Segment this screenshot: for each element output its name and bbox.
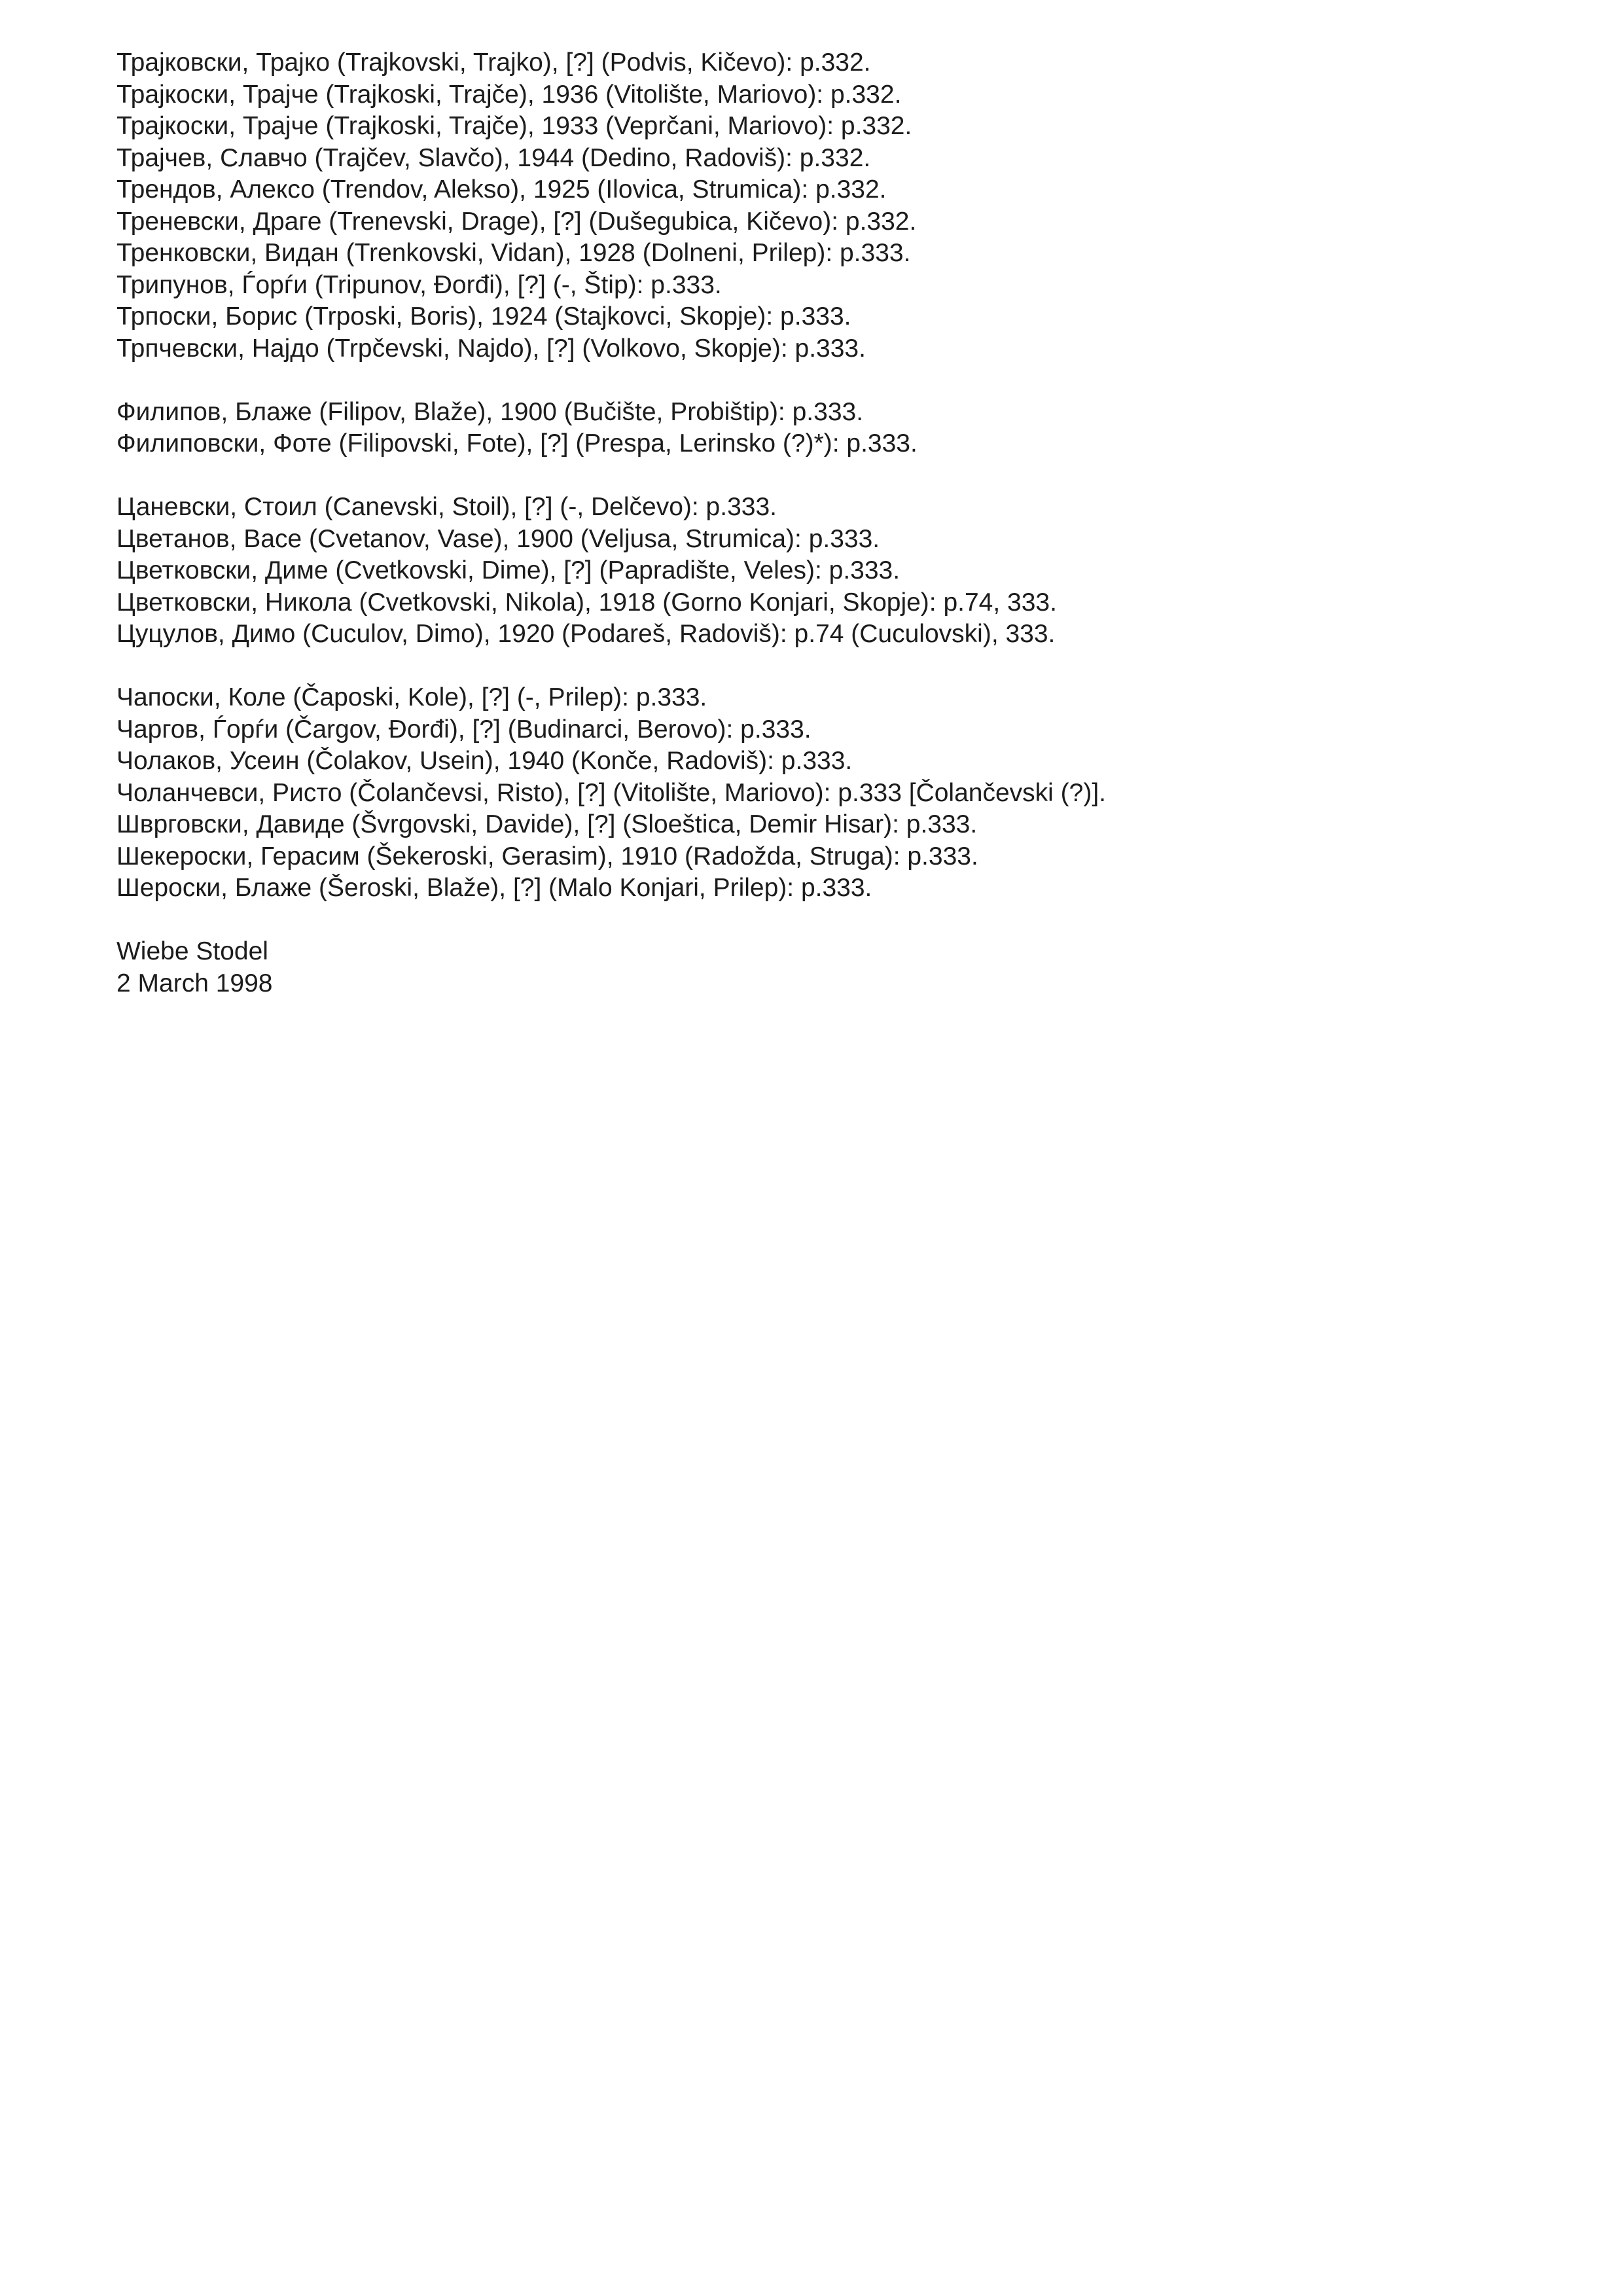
index-entry: Трпчевски, Најдо (Trpčevski, Najdo), [?] (Volkovo, Skopje): p.333. bbox=[116, 334, 866, 363]
index-entry: Треневски, Драге (Trenevski, Drage), [?] (Dušegubica, Kičevo): p.332. bbox=[116, 207, 917, 236]
index-entry: Трајкоски, Трајче (Trajkoski, Trajče), 1936 (Vitolište, Mariovo): p.332. bbox=[116, 80, 902, 109]
index-entry: Шврговски, Давиде (Švrgovski, Davide), [?] (Sloeštica, Demir Hisar): p.333. bbox=[116, 810, 978, 838]
index-entry: Трпоски, Борис (Trposki, Boris), 1924 (Stajkovci, Skopje): p.333. bbox=[116, 302, 851, 331]
index-entry: Трајковски, Трајко (Trajkovski, Trajko), [?] (Podvis, Kičevo): p.332. bbox=[116, 48, 871, 77]
index-entry: Трајчев, Славчо (Trajčev, Slavčo), 1944 (Dedino, Radoviš): p.332. bbox=[116, 143, 871, 172]
index-entry: Филипов, Блаже (Filipov, Blaže), 1900 (Bučište, Probištip): p.333. bbox=[116, 397, 864, 426]
index-entry: Цветанов, Васе (Cvetanov, Vase), 1900 (Veljusa, Strumica): p.333. bbox=[116, 524, 880, 553]
index-entry: Тренковски, Видан (Trenkovski, Vidan), 1928 (Dolneni, Prilep): p.333. bbox=[116, 239, 911, 267]
index-entry: Трајкоски, Трајче (Trajkoski, Trajče), 1933 (Veprčani, Mariovo): p.332. bbox=[116, 112, 912, 140]
signature-block bbox=[116, 936, 1504, 999]
index-group-f bbox=[116, 397, 1504, 460]
index-entry: Чаргов, Ѓорѓи (Čargov, Đorđi), [?] (Budinarci, Berovo): p.333. bbox=[116, 715, 812, 744]
index-entry: Шекероски, Герасим (Šekeroski, Gerasim), 1910 (Radožda, Struga): p.333. bbox=[116, 842, 978, 870]
signature-date: 2 March 1998 bbox=[116, 969, 273, 997]
index-entry: Цаневски, Стоил (Canevski, Stoil), [?] (-, Delčevo): p.333. bbox=[116, 493, 777, 521]
index-entry: Цветковски, Никола (Cvetkovski, Nikola), 1918 (Gorno Konjari, Skopje): p.74, 333. bbox=[116, 588, 1057, 617]
index-group-ch-sh bbox=[116, 682, 1504, 905]
author-name: Wiebe Stodel bbox=[116, 937, 268, 965]
index-entry: Трендов, Алексо (Trendov, Alekso), 1925 (Ilovica, Strumica): p.332. bbox=[116, 175, 887, 204]
index-entry: Филиповски, Фоте (Filipovski, Fote), [?] (Prespa, Lerinsko (?)*): p.333. bbox=[116, 429, 918, 457]
index-entry: Чапоски, Коле (Čaposki, Kole), [?] (-, Prilep): p.333. bbox=[116, 683, 707, 711]
index-entry: Чолаков, Усеин (Čolakov, Usein), 1940 (Konče, Radoviš): p.333. bbox=[116, 747, 853, 775]
document-page bbox=[116, 47, 1504, 1031]
index-group-ts bbox=[116, 492, 1504, 651]
index-entry: Трипунов, Ѓорѓи (Tripunov, Đorđi), [?] (-, Štip): p.333. bbox=[116, 270, 722, 299]
index-entry: Цветковски, Диме (Cvetkovski, Dime), [?] (Papradište, Veles): p.333. bbox=[116, 556, 901, 584]
index-entry: Шероски, Блаже (Šeroski, Blaže), [?] (Malo Konjari, Prilep): p.333. bbox=[116, 874, 872, 902]
index-group-t bbox=[116, 47, 1504, 365]
index-entry: Чоланчевси, Ристо (Čolančevsi, Risto), [?] (Vitolište, Mariovo): p.333 [Čolančevski (?)]. bbox=[116, 778, 1106, 807]
index-entry: Цуцулов, Димо (Cuculov, Dimo), 1920 (Podareš, Radoviš): p.74 (Cuculovski), 333. bbox=[116, 620, 1056, 648]
